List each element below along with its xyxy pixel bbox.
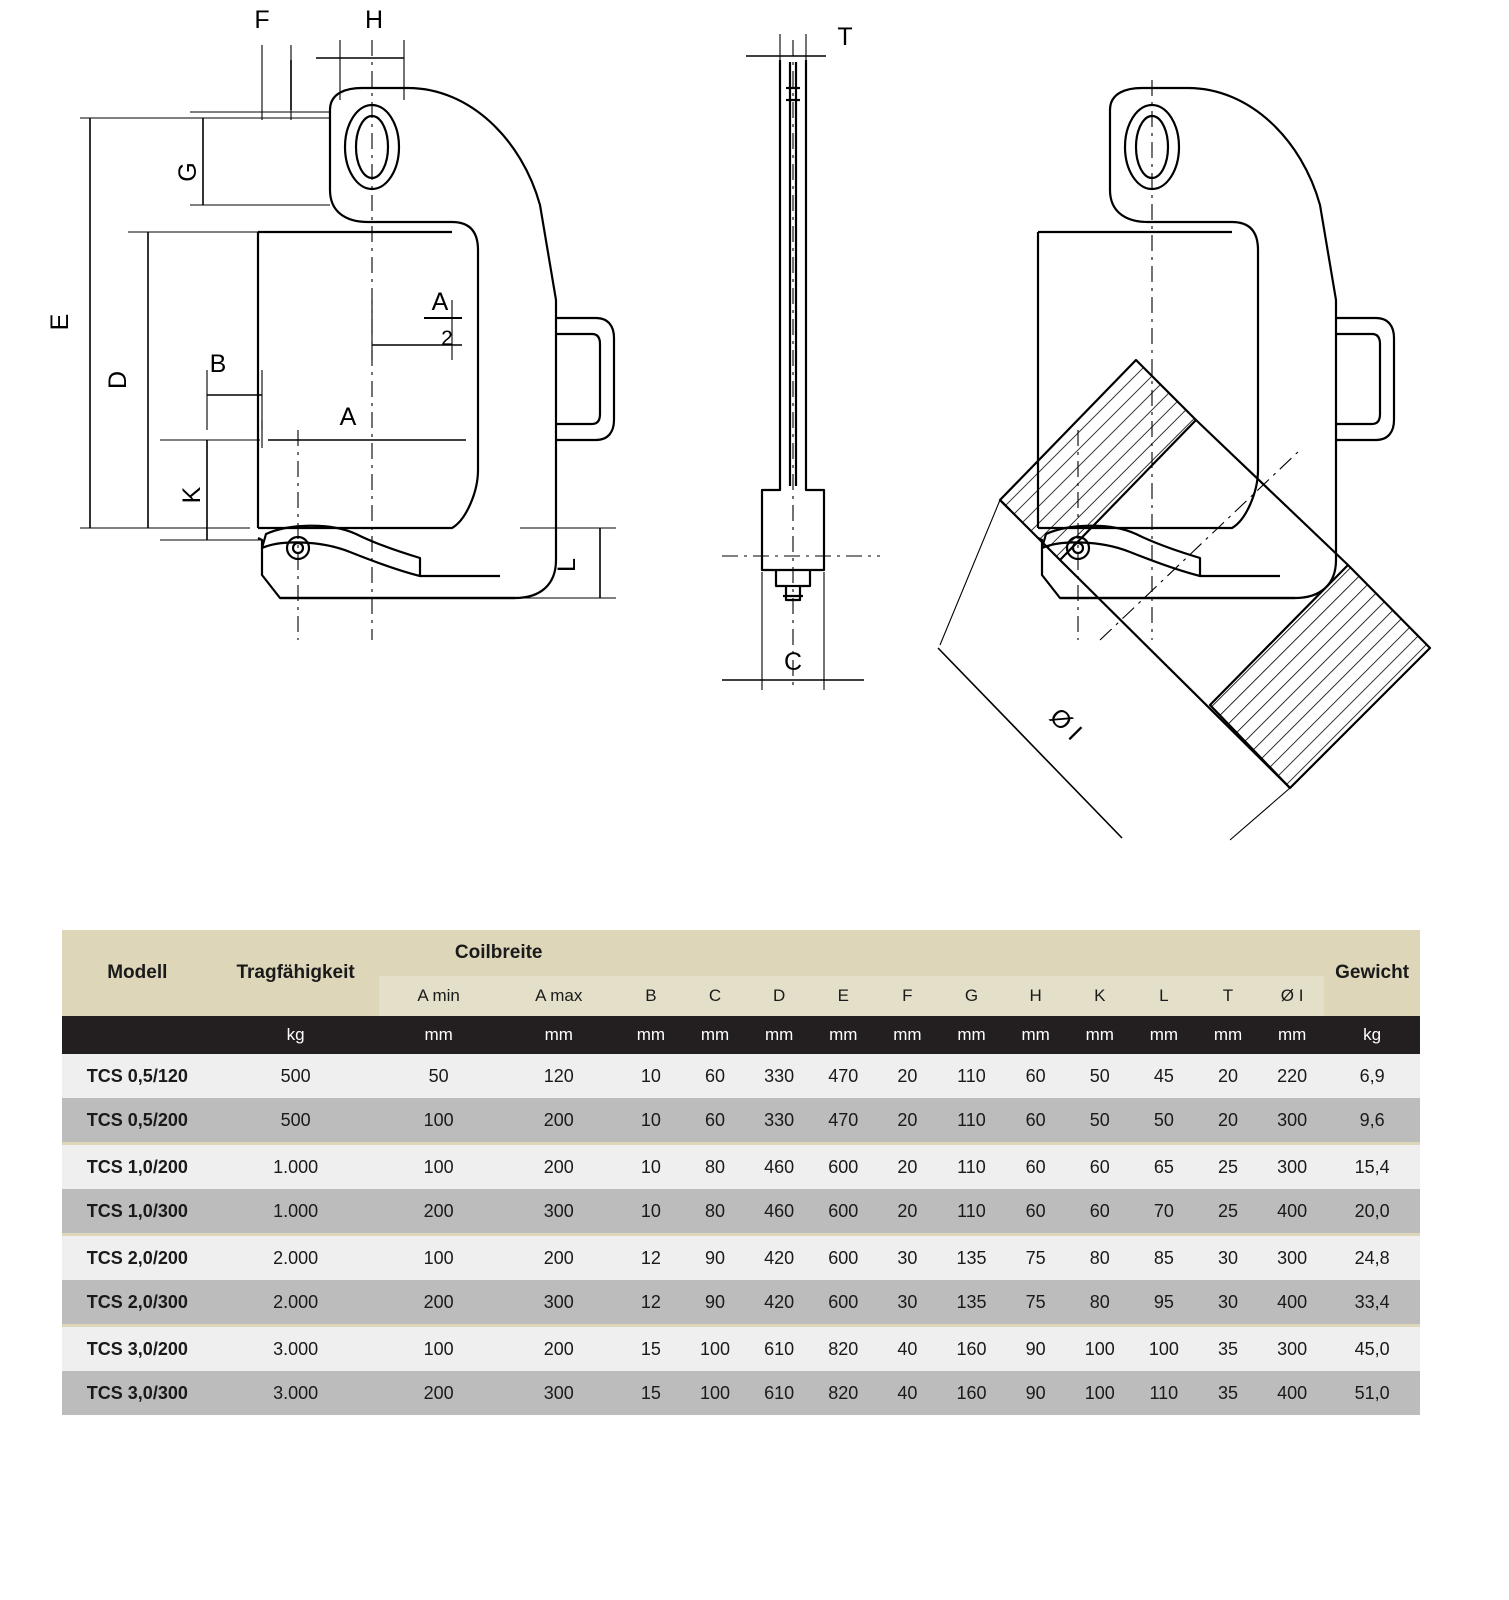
cell-g: 160 [939,1326,1003,1372]
cell-a-min: 200 [379,1280,499,1326]
cell-l: 95 [1132,1280,1196,1326]
cell-a-min: 200 [379,1371,499,1415]
cell-k: 100 [1068,1326,1132,1372]
dim-label-k: K [178,486,206,504]
header-h: H [1004,976,1068,1016]
cell-d: 330 [747,1098,811,1144]
cell-c: 100 [683,1371,747,1415]
cell-t: 20 [1196,1098,1260,1144]
header-capacity: Tragfähigkeit [213,930,379,1016]
cell-b: 15 [619,1371,683,1415]
dim-label-e: E [46,313,74,331]
cell-g: 160 [939,1371,1003,1415]
header-coil-width: Coilbreite [379,930,619,976]
cell-a-min: 200 [379,1189,499,1235]
cell-a-min: 50 [379,1054,499,1098]
cell-e: 820 [811,1371,875,1415]
spec-table [62,930,1420,1415]
cell-weight: 20,0 [1324,1189,1420,1235]
dim-label-t: T [837,23,853,51]
table-header-units [62,1016,1420,1054]
cell-capacity: 2.000 [213,1280,379,1326]
table-row [62,1189,1420,1235]
cell-weight: 6,9 [1324,1054,1420,1098]
cell-g: 135 [939,1235,1003,1281]
header-a-min: A min [379,976,499,1016]
cell-g: 110 [939,1054,1003,1098]
cell-d: 420 [747,1280,811,1326]
cell-weight: 33,4 [1324,1280,1420,1326]
cell-c: 90 [683,1235,747,1281]
unit-e: mm [811,1016,875,1054]
cell-e: 470 [811,1098,875,1144]
cell-model: TCS 2,0/200 [62,1235,213,1281]
cell-oi: 400 [1260,1189,1324,1235]
cell-a-max: 200 [499,1144,619,1190]
cell-a-min: 100 [379,1326,499,1372]
header-c: C [683,976,747,1016]
cell-g: 110 [939,1189,1003,1235]
cell-t: 25 [1196,1189,1260,1235]
cell-h: 75 [1004,1235,1068,1281]
header-model: Modell [62,930,213,1016]
cell-k: 50 [1068,1098,1132,1144]
cell-c: 60 [683,1054,747,1098]
header-b: B [619,976,683,1016]
header-g: G [939,976,1003,1016]
table-row [62,1326,1420,1372]
cell-f: 20 [875,1054,939,1098]
cell-b: 10 [619,1144,683,1190]
cell-l: 50 [1132,1098,1196,1144]
cell-a-min: 100 [379,1235,499,1281]
cell-model: TCS 1,0/200 [62,1144,213,1190]
header-weight: Gewicht [1324,930,1420,1016]
cell-g: 110 [939,1098,1003,1144]
table-row [62,1371,1420,1415]
header-d: D [747,976,811,1016]
cell-b: 10 [619,1189,683,1235]
cell-l: 100 [1132,1326,1196,1372]
unit-d: mm [747,1016,811,1054]
cell-model: TCS 3,0/200 [62,1326,213,1372]
cell-capacity: 1.000 [213,1189,379,1235]
dim-label-a-half-den: 2 [441,327,453,350]
unit-f: mm [875,1016,939,1054]
cell-k: 60 [1068,1144,1132,1190]
cell-k: 80 [1068,1235,1132,1281]
cell-f: 20 [875,1189,939,1235]
cell-oi: 400 [1260,1371,1324,1415]
table-row [62,1235,1420,1281]
unit-t: mm [1196,1016,1260,1054]
unit-c: mm [683,1016,747,1054]
table-row [62,1054,1420,1098]
cell-k: 60 [1068,1189,1132,1235]
cell-f: 30 [875,1280,939,1326]
cell-h: 60 [1004,1189,1068,1235]
cell-k: 100 [1068,1371,1132,1415]
unit-k: mm [1068,1016,1132,1054]
cell-b: 10 [619,1098,683,1144]
cell-e: 600 [811,1280,875,1326]
cell-capacity: 500 [213,1054,379,1098]
unit-g: mm [939,1016,1003,1054]
table-row [62,1144,1420,1190]
cell-t: 25 [1196,1144,1260,1190]
dim-label-b: B [209,350,227,378]
header-e: E [811,976,875,1016]
cell-d: 460 [747,1189,811,1235]
header-f: F [875,976,939,1016]
cell-h: 60 [1004,1054,1068,1098]
cell-h: 75 [1004,1280,1068,1326]
cell-c: 100 [683,1326,747,1372]
cell-a-max: 200 [499,1326,619,1372]
cell-t: 35 [1196,1326,1260,1372]
cell-f: 40 [875,1326,939,1372]
cell-oi: 220 [1260,1054,1324,1098]
cell-h: 60 [1004,1098,1068,1144]
cell-c: 80 [683,1189,747,1235]
cell-k: 50 [1068,1054,1132,1098]
cell-t: 30 [1196,1235,1260,1281]
dim-label-c: C [783,648,803,676]
table-row [62,1280,1420,1326]
cell-capacity: 500 [213,1098,379,1144]
unit-capacity: kg [213,1016,379,1054]
cell-b: 10 [619,1054,683,1098]
cell-l: 85 [1132,1235,1196,1281]
cell-l: 65 [1132,1144,1196,1190]
cell-weight: 9,6 [1324,1098,1420,1144]
cell-model: TCS 0,5/120 [62,1054,213,1098]
unit-a-max: mm [499,1016,619,1054]
cell-g: 135 [939,1280,1003,1326]
unit-oi: mm [1260,1016,1324,1054]
cell-oi: 400 [1260,1280,1324,1326]
cell-a-max: 200 [499,1098,619,1144]
cell-l: 110 [1132,1371,1196,1415]
cell-weight: 24,8 [1324,1235,1420,1281]
cell-d: 330 [747,1054,811,1098]
unit-a-min: mm [379,1016,499,1054]
cell-f: 20 [875,1098,939,1144]
dim-label-l: L [553,558,581,572]
cell-b: 15 [619,1326,683,1372]
cell-capacity: 3.000 [213,1326,379,1372]
cell-k: 80 [1068,1280,1132,1326]
cell-f: 20 [875,1144,939,1190]
cell-a-max: 200 [499,1235,619,1281]
cell-e: 470 [811,1054,875,1098]
cell-d: 420 [747,1235,811,1281]
cell-t: 20 [1196,1054,1260,1098]
cell-oi: 300 [1260,1098,1324,1144]
unit-l: mm [1132,1016,1196,1054]
cell-b: 12 [619,1235,683,1281]
cell-a-min: 100 [379,1098,499,1144]
cell-h: 60 [1004,1144,1068,1190]
cell-d: 610 [747,1371,811,1415]
cell-h: 90 [1004,1371,1068,1415]
cell-c: 60 [683,1098,747,1144]
cell-model: TCS 1,0/300 [62,1189,213,1235]
cell-oi: 300 [1260,1326,1324,1372]
dim-label-d: D [104,370,132,390]
cell-d: 460 [747,1144,811,1190]
cell-c: 80 [683,1144,747,1190]
cell-d: 610 [747,1326,811,1372]
cell-e: 600 [811,1144,875,1190]
cell-e: 600 [811,1235,875,1281]
cell-weight: 51,0 [1324,1371,1420,1415]
cell-a-min: 100 [379,1144,499,1190]
table-row [62,1098,1420,1144]
header-k: K [1068,976,1132,1016]
dim-label-h: H [364,6,384,34]
cell-c: 90 [683,1280,747,1326]
cell-e: 600 [811,1189,875,1235]
table-body [62,1054,1420,1415]
header-oi: Ø I [1260,976,1324,1016]
cell-a-max: 300 [499,1371,619,1415]
unit-h: mm [1004,1016,1068,1054]
cell-a-max: 300 [499,1280,619,1326]
cell-capacity: 1.000 [213,1144,379,1190]
dim-label-f: F [254,6,270,34]
header-spacer [619,930,1324,976]
cell-b: 12 [619,1280,683,1326]
cell-l: 45 [1132,1054,1196,1098]
cell-weight: 45,0 [1324,1326,1420,1372]
unit-b: mm [619,1016,683,1054]
cell-capacity: 2.000 [213,1235,379,1281]
cell-model: TCS 3,0/300 [62,1371,213,1415]
cell-f: 30 [875,1235,939,1281]
dim-label-oi: Ø I [1043,702,1088,747]
cell-model: TCS 0,5/200 [62,1098,213,1144]
cell-a-max: 120 [499,1054,619,1098]
dim-label-a-half-num: A [431,288,449,316]
header-a-max: A max [499,976,619,1016]
unit-model [62,1016,213,1054]
cell-oi: 300 [1260,1235,1324,1281]
cell-g: 110 [939,1144,1003,1190]
cell-t: 35 [1196,1371,1260,1415]
dim-label-g: G [174,162,202,182]
cell-h: 90 [1004,1326,1068,1372]
dim-label-a: A [339,403,357,431]
cell-f: 40 [875,1371,939,1415]
cell-oi: 300 [1260,1144,1324,1190]
header-l: L [1132,976,1196,1016]
cell-weight: 15,4 [1324,1144,1420,1190]
header-t: T [1196,976,1260,1016]
cell-model: TCS 2,0/300 [62,1280,213,1326]
spec-table-wrapper [62,930,1420,1415]
unit-weight: kg [1324,1016,1420,1054]
cell-a-max: 300 [499,1189,619,1235]
cell-l: 70 [1132,1189,1196,1235]
cell-t: 30 [1196,1280,1260,1326]
table-header-top [62,930,1420,976]
cell-capacity: 3.000 [213,1371,379,1415]
cell-e: 820 [811,1326,875,1372]
